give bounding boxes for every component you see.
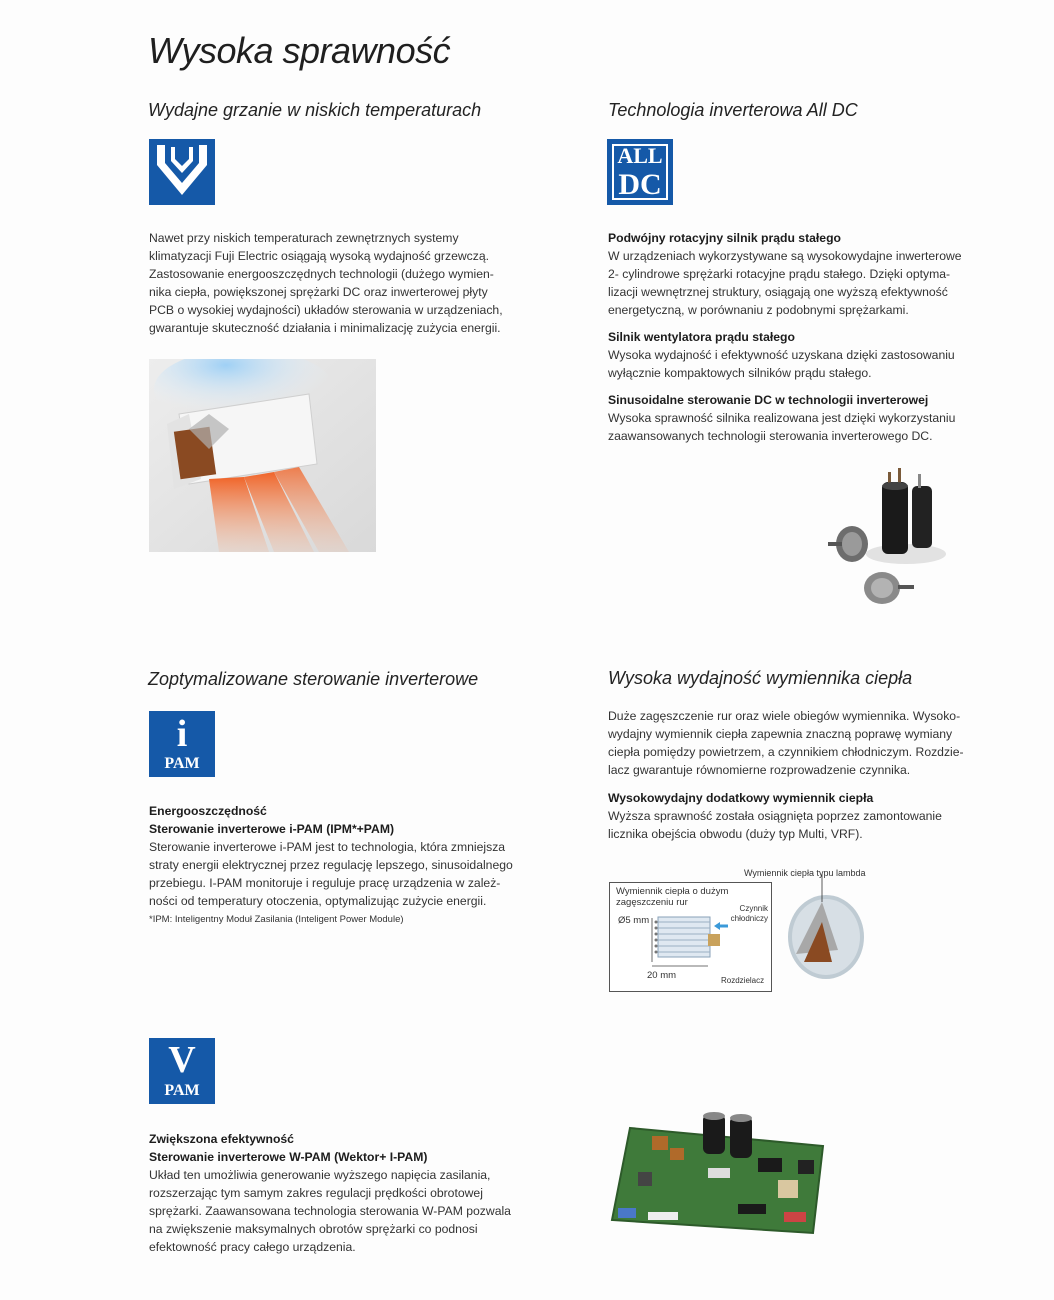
text-line: Wyższa sprawność została osiągnięta poprzez zamontowanie	[608, 809, 942, 823]
w-pam-icon-top: V	[168, 1039, 196, 1081]
text-line: gwarantuje skuteczność działania i minimalizację zużycia energii.	[149, 321, 501, 335]
all-dc-description	[608, 229, 988, 445]
text-line: nika ciepła, powiększonej sprężarki DC oraz inwerterowej płyty	[149, 285, 488, 299]
text-line: Zastosowanie energooszczędnych technologii (dużego wymien-	[149, 267, 494, 281]
diagram-box-title: Wymiennik ciepła o dużym	[616, 886, 729, 897]
refrigerant-label-line: Czynnik	[739, 904, 768, 913]
text-line: licznika obejścia obwodu (duży typ Multi, VRF).	[608, 827, 863, 841]
text-line: efektowność pracy całego urządzenia.	[149, 1240, 356, 1254]
circuit-board-image	[608, 1108, 830, 1236]
pipe-diameter-label: Ø5 mm	[618, 915, 650, 926]
page-title: Wysoka sprawność	[148, 30, 451, 71]
all-dc-icon	[607, 139, 673, 205]
text-line: przebiegu. I-PAM monitoruje i reguluje pracę urządzenia w zależ-	[149, 876, 501, 890]
text-line: Duże zagęszczenie rur oraz wiele obiegów wymiennika. Wysoko-	[608, 709, 961, 723]
text-line: Nawet przy niskich temperaturach zewnętrznych systemy	[149, 231, 459, 245]
subheading: Sterowanie inverterowe i-PAM (IPM*+PAM)	[149, 822, 395, 836]
i-pam-icon-bottom: PAM	[164, 755, 200, 772]
text-line: wydajny wymiennik ciepła zapewnia znaczną poprawę wymiany	[608, 727, 953, 741]
text-line: Układ ten umożliwia generowanie wyższego napięcia zasilania,	[149, 1168, 491, 1182]
text-line: zaawansowanych technologii sterowania inverterowego DC.	[608, 429, 933, 443]
heat-exchanger-description	[608, 707, 993, 843]
pitch-label: 20 mm	[647, 970, 677, 981]
subheading: Sinusoidalne sterowanie DC w technologii inverterowej	[608, 393, 929, 407]
w-pam-icon-bottom: PAM	[164, 1082, 200, 1099]
text-line: ciepła pomiędzy powietrzem, a czynnikiem chłodniczym. Rozdzie-	[608, 745, 964, 759]
text-line: lizacji wewnętrznej struktury, osiągają one wyższą efektywność	[608, 285, 948, 299]
text-line: rozszerzając tym samym zakres regulacji prędkości obrotowej	[149, 1186, 483, 1200]
text-line: lacz gwarantuje równomierne rozprowadzenie czynnika.	[608, 763, 911, 777]
w-pam-icon	[149, 1038, 215, 1104]
i-pam-icon-top: i	[176, 713, 188, 755]
text-line: ności od temperatury otoczenia, optymalizując zużycie energii.	[149, 894, 487, 908]
compressor-and-motor-image	[826, 464, 946, 614]
distributor-label: Rozdzielacz	[721, 976, 765, 985]
text-line: Wysoka wydajność i efektywność uzyskana dzięki zastosowaniu	[608, 348, 955, 362]
refrigerant-label	[726, 904, 768, 924]
text-line: na zwiększenie maksymalnych obrotów sprężarki co podnosi	[149, 1222, 478, 1236]
section-title-all-dc: Technologia inverterowa All DC	[608, 100, 858, 120]
section-title-heating: Wydajne grzanie w niskich temperaturach	[148, 100, 482, 120]
refrigerant-label-line: chłodniczy	[730, 914, 768, 923]
all-dc-icon-bottom: DC	[618, 168, 662, 201]
text-line: PCB o wysokiej wydajności) układów sterowania w urządzeniach,	[149, 303, 503, 317]
subheading: Energooszczędność	[149, 804, 267, 818]
section-title-heat-exchanger: Wysoka wydajność wymiennika ciepła	[608, 668, 913, 688]
text-line: Wysoka sprawność silnika realizowana jest dzięki wykorzystaniu	[608, 411, 956, 425]
footnote: *IPM: Inteligentny Moduł Zasilania (Inteligent Power Module)	[149, 914, 404, 925]
subheading: Podwójny rotacyjny silnik prądu stałego	[608, 231, 841, 245]
i-pam-description	[149, 802, 539, 925]
diagram-label	[616, 886, 728, 908]
subheading: Sterowanie inverterowe W-PAM (Wektor+ I-PAM)	[149, 1150, 428, 1164]
i-pam-icon	[149, 711, 215, 777]
text-line: sprężarki. Zaawansowana technologia sterowania W-PAM pozwala	[149, 1204, 511, 1218]
subheading: Silnik wentylatora prądu stałego	[608, 330, 795, 344]
down-arrow-heating-icon	[149, 139, 215, 205]
lambda-exchanger-label: Wymiennik ciepła typu lambda	[744, 868, 866, 878]
text-line: Sterowanie inverterowe i-PAM jest to technologia, która zmniejsza	[149, 840, 506, 854]
w-pam-description	[149, 1130, 539, 1256]
section-title-optimized-control: Zoptymalizowane sterowanie inverterowe	[148, 669, 479, 689]
text-line: straty energii elektrycznej przez regulację lepszego, sinusoidalnego	[149, 858, 513, 872]
text-line: W urządzeniach wykorzystywane są wysokowydajne inwerterowe	[608, 249, 962, 263]
diagram-box-title: zagęszczeniu rur	[616, 897, 688, 908]
text-line: energetyczną, w porównaniu z podobnymi sprężarkami.	[608, 303, 909, 317]
subheading: Wysokowydajny dodatkowy wymiennik ciepła	[608, 791, 874, 805]
heat-exchanger-diagram	[608, 862, 938, 997]
text-line: klimatyzacji Fuji Electric osiągają wysoką wydajność grzewczą.	[149, 249, 490, 263]
text-line: wyłącznie kompaktowych silników prądu stałego.	[608, 366, 872, 380]
heating-air-conditioner-image	[149, 359, 376, 552]
all-dc-icon-top: ALL	[617, 143, 663, 168]
subheading: Zwiększona efektywność	[149, 1132, 294, 1146]
heating-description	[149, 229, 539, 337]
text-line: 2- cylindrowe sprężarki rotacyjne prądu stałego. Dzięki optyma-	[608, 267, 951, 281]
